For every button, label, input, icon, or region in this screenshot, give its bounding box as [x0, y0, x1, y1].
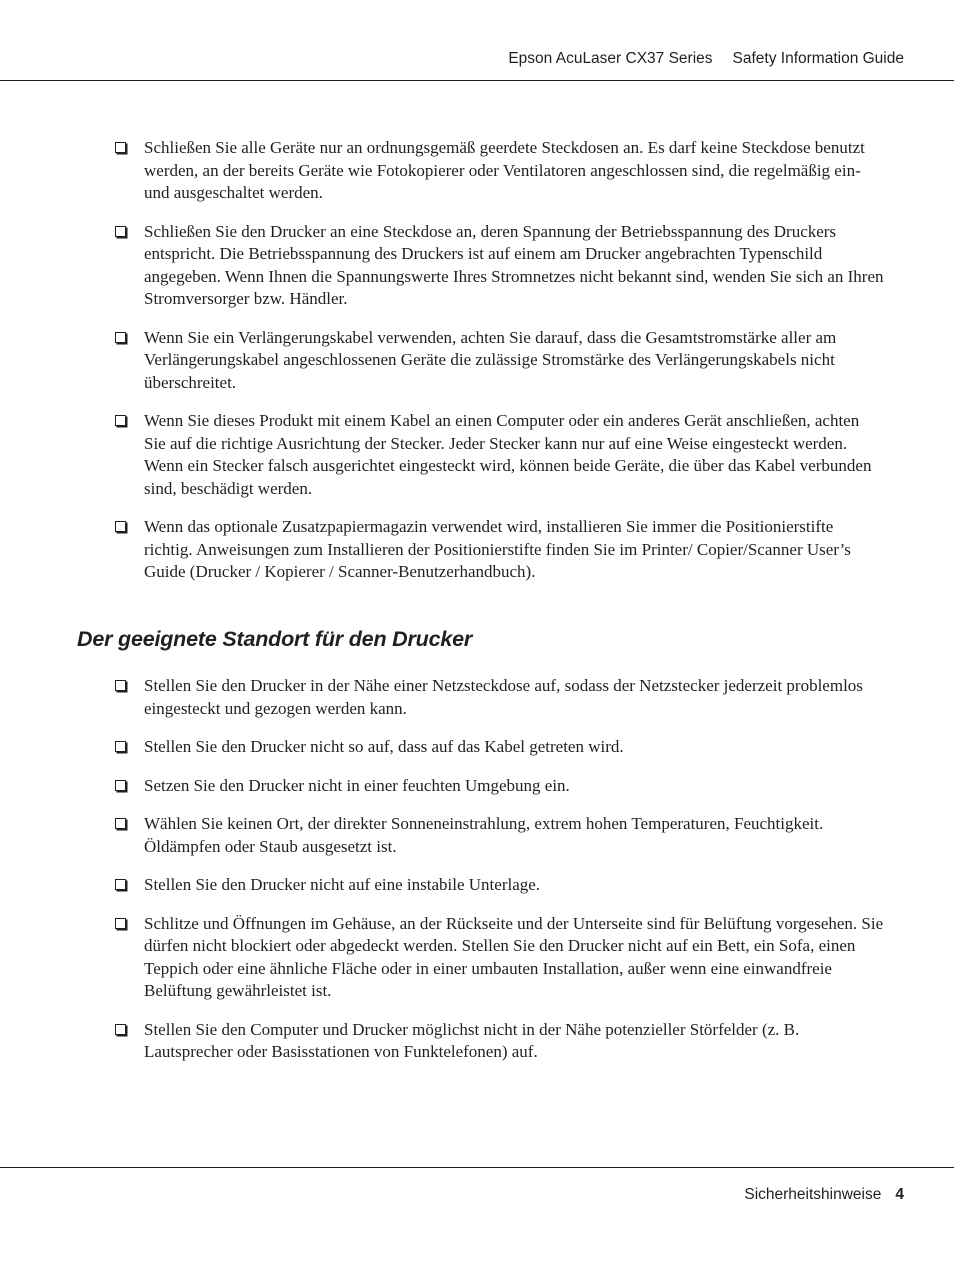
list-item-text: Wenn das optionale Zusatzpapiermagazin verwendet wird, installieren Sie immer die Positionierstifte richtig. Anweisungen zum Installieren der Positionierstifte finden Sie im Printer/ Copier/Scanner User’s Guide (Drucker / Kopierer / Scanner-Benutzerhandbuch).	[144, 517, 851, 581]
list-item	[115, 410, 885, 500]
page-footer	[744, 1186, 904, 1204]
safety-list-power	[115, 137, 885, 600]
list-item-text: Schlitze und Öffnungen im Gehäuse, an der Rückseite und der Unterseite sind für Belüftung vorgesehen. Sie dürfen nicht blockiert oder abgedeckt werden. Stellen Sie den Drucker nicht auf ein Bett, ein Sofa, einen Teppich oder eine ähnliche Fläche oder in einer umbauten Installation, außer wenn eine einwandfreie Belüftung gewährleistet ist.	[144, 913, 884, 1000]
list-item-text: Wenn Sie dieses Produkt mit einem Kabel an einen Computer oder ein anderes Gerät anschließen, achten Sie auf die richtige Ausrichtung der Stecker. Jeder Stecker kann nur auf eine Weise eingesteckt werden. Wenn ein Stecker falsch ausgerichtet eingesteckt wird, können beide Geräte, die über das Kabel verbunden sind, beschädigt werden.	[144, 411, 872, 498]
list-item-text: Stellen Sie den Drucker nicht auf eine instabile Unterlage.	[144, 875, 541, 894]
page-number: 4	[895, 1186, 904, 1203]
list-item-text: Stellen Sie den Drucker nicht so auf, dass auf das Kabel getreten wird.	[144, 737, 624, 756]
checkbox-bullet-icon	[115, 1024, 126, 1035]
list-item	[115, 775, 885, 798]
footer-section-title: Sicherheitshinweise	[744, 1186, 882, 1203]
list-item-text: Schließen Sie den Drucker an eine Steckdose an, deren Spannung der Betriebsspannung des Druckers entspricht. Die Betriebsspannung des Druckers ist auf einem am Drucker angebrachten Typenschild angegeben. Wenn Ihnen die Spannungswerte Ihres Stromnetzes nicht bekannt sind, wenden Sie sich an Ihren Stromversorger bzw. Händler.	[144, 221, 884, 308]
checkbox-bullet-icon	[115, 918, 126, 929]
list-item-text: Schließen Sie alle Geräte nur an ordnungsgemäß geerdete Steckdosen an. Es darf keine Steckdose benutzt werden, an der bereits Geräte wie Fotokopierer oder Ventilatoren angeschlossen sind, die regelmäßig ein- und ausgeschaltet werden.	[144, 138, 865, 202]
list-item	[115, 137, 885, 205]
checkbox-bullet-icon	[115, 521, 126, 532]
header-product-title: Epson AcuLaser CX37 Series	[508, 50, 713, 67]
checkbox-bullet-icon	[115, 332, 126, 343]
list-item	[115, 1019, 885, 1064]
checkbox-bullet-icon	[115, 415, 126, 426]
checkbox-bullet-icon	[115, 741, 126, 752]
list-item	[115, 221, 885, 311]
checkbox-bullet-icon	[115, 818, 126, 829]
list-item	[115, 675, 885, 720]
list-item	[115, 327, 885, 395]
header-guide-title: Safety Information Guide	[732, 50, 904, 67]
checkbox-bullet-icon	[115, 226, 126, 237]
section-heading: Der geeignete Standort für den Drucker	[77, 627, 473, 651]
checkbox-bullet-icon	[115, 142, 126, 153]
list-item	[115, 913, 885, 1003]
safety-list-location	[115, 675, 885, 1080]
list-item	[115, 874, 885, 897]
list-item-text: Stellen Sie den Drucker in der Nähe einer Netzsteckdose auf, sodass der Netzstecker jederzeit problemlos eingesteckt und gezogen werden kann.	[144, 676, 863, 718]
list-item-text: Stellen Sie den Computer und Drucker möglichst nicht in der Nähe potenzieller Störfelder (z. B. Lautsprecher oder Basisstationen von Funktelefonen) auf.	[144, 1019, 800, 1061]
list-item-text: Wählen Sie keinen Ort, der direkter Sonneneinstrahlung, extrem hohen Temperaturen, Feuchtigkeit. Öldämpfen oder Staub ausgesetzt ist.	[144, 814, 824, 856]
checkbox-bullet-icon	[115, 879, 126, 890]
list-item	[115, 516, 885, 584]
list-item	[115, 813, 885, 858]
list-item-text: Setzen Sie den Drucker nicht in einer feuchten Umgebung ein.	[144, 775, 570, 795]
checkbox-bullet-icon	[115, 680, 126, 691]
header-divider	[0, 80, 954, 81]
checkbox-bullet-icon	[115, 780, 126, 791]
page-header	[508, 50, 904, 68]
footer-divider	[0, 1167, 954, 1168]
list-item-text: Wenn Sie ein Verlängerungskabel verwenden, achten Sie darauf, dass die Gesamtstromstärke aller am Verlängerungskabel angeschlossenen Geräte die zulässige Stromstärke des Verlängerungskabels nicht überschreitet.	[144, 327, 837, 392]
list-item	[115, 736, 885, 759]
